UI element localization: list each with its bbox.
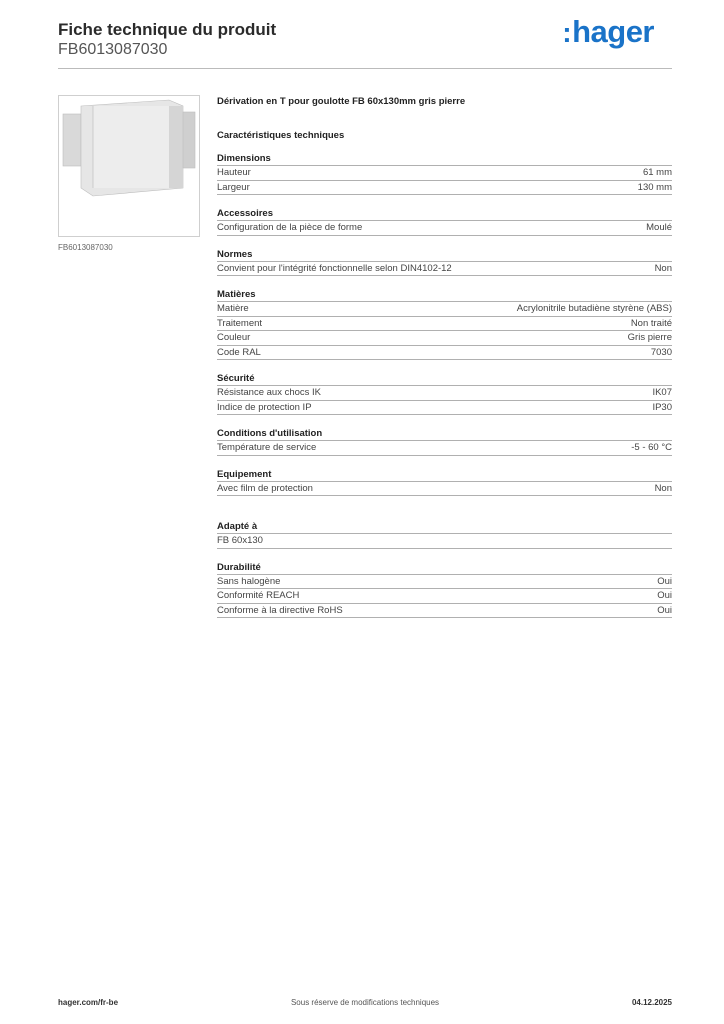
spacer	[217, 508, 672, 520]
tech-specs-title: Caractéristiques techniques	[217, 130, 345, 141]
spec-row	[217, 401, 672, 416]
spec-value: Oui	[657, 590, 672, 601]
page-title: Fiche technique du produit	[58, 20, 277, 39]
spec-label: Matière	[217, 303, 249, 314]
spec-group	[217, 288, 672, 360]
image-caption: FB6013087030	[58, 243, 113, 252]
spec-row	[217, 302, 672, 317]
spec-group	[217, 207, 672, 236]
spec-group	[217, 248, 672, 277]
spec-label: Indice de protection IP	[217, 401, 312, 413]
spec-value: -5 - 60 °C	[631, 442, 672, 453]
spec-value: 130 mm	[637, 181, 672, 193]
spec-value: 7030	[650, 346, 672, 358]
spec-content	[217, 96, 672, 630]
spec-row	[217, 482, 672, 497]
footer-date: 04.12.2025	[631, 998, 672, 1007]
group-title: Conditions d'utilisation	[217, 427, 672, 441]
spec-group-adapted	[217, 520, 672, 549]
spec-row	[217, 221, 672, 236]
spec-row	[217, 331, 672, 346]
group-title: Accessoires	[217, 207, 672, 221]
product-code: FB6013087030	[58, 41, 168, 58]
product-image	[58, 95, 200, 237]
spec-value: Oui	[657, 604, 672, 616]
spec-value: Non	[654, 482, 672, 494]
spec-row	[217, 604, 672, 619]
spec-row	[217, 441, 672, 456]
spec-group	[217, 152, 672, 195]
spec-label: Hauteur	[217, 167, 251, 178]
logo-mark: :	[562, 17, 572, 48]
footer-notice: Sous réserve de modifications techniques	[290, 998, 440, 1007]
product-description: Dérivation en T pour goulotte FB 60x130mm gris pierre	[217, 96, 466, 107]
spec-value: IP30	[652, 401, 672, 413]
spec-value: Non traité	[630, 317, 672, 329]
spec-value: Moulé	[646, 222, 672, 233]
footer-website-link[interactable]: hager.com/fr-be	[58, 998, 119, 1007]
spec-row	[217, 575, 672, 590]
spec-value: Acrylonitrile butadiène styrène (ABS)	[516, 303, 672, 314]
spec-group	[217, 468, 672, 497]
group-title: Adapté à	[217, 520, 672, 534]
spec-value: Non	[654, 262, 672, 274]
spec-value: Oui	[657, 575, 672, 587]
spec-group	[217, 427, 672, 456]
spec-row	[217, 262, 672, 277]
spec-row	[217, 386, 672, 401]
spec-row	[217, 346, 672, 361]
product-image-drawing	[59, 96, 199, 236]
group-title: Normes	[217, 248, 672, 262]
spec-label: FB 60x130	[217, 535, 263, 546]
spec-label: Largeur	[217, 181, 250, 193]
spec-sections	[217, 152, 672, 496]
spec-group-durability	[217, 561, 672, 619]
spec-label: Couleur	[217, 332, 251, 343]
hager-logo	[562, 14, 654, 50]
spec-label: Résistance aux chocs IK	[217, 387, 322, 398]
spec-value: IK07	[652, 387, 672, 398]
logo-text: hager	[572, 14, 654, 49]
spec-row	[217, 181, 672, 196]
spec-label: Conformité REACH	[217, 590, 300, 601]
spec-label: Code RAL	[217, 346, 261, 358]
header-divider	[58, 68, 672, 69]
group-title: Equipement	[217, 468, 672, 482]
spec-label: Traitement	[217, 317, 263, 329]
spec-label: Sans halogène	[217, 575, 281, 587]
spec-label: Configuration de la pièce de forme	[217, 222, 363, 233]
spec-row	[217, 589, 672, 604]
group-title: Dimensions	[217, 152, 672, 166]
spec-label: Conforme à la directive RoHS	[217, 604, 343, 616]
spec-row	[217, 317, 672, 332]
spec-label: Température de service	[217, 442, 317, 453]
spec-label: Avec film de protection	[217, 482, 313, 494]
spec-value: Gris pierre	[627, 332, 672, 343]
spec-row	[217, 534, 672, 549]
spec-label: Convient pour l'intégrité fonctionnelle selon DIN4102-12	[217, 262, 452, 274]
spec-row	[217, 166, 672, 181]
group-title: Matières	[217, 288, 672, 302]
header	[58, 20, 276, 60]
spec-group	[217, 372, 672, 415]
spec-value: 61 mm	[642, 167, 672, 178]
group-title: Sécurité	[217, 372, 672, 386]
group-title: Durabilité	[217, 561, 672, 575]
